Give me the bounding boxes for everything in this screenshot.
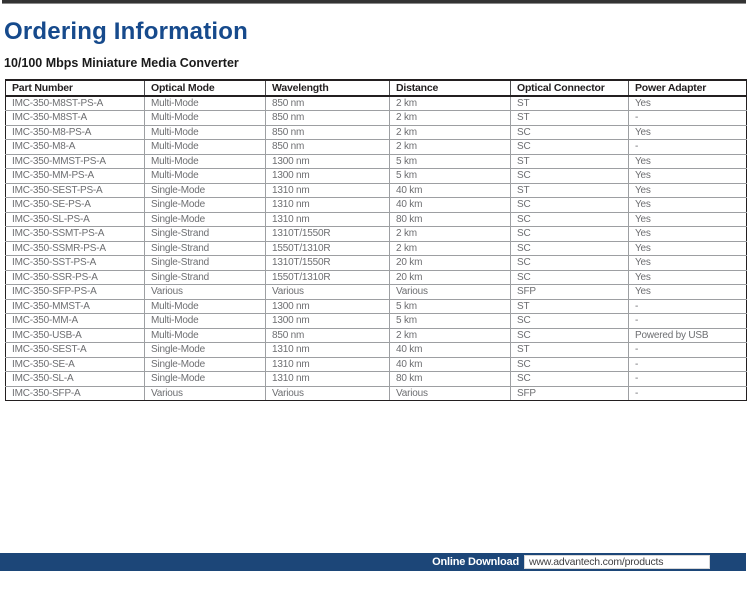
online-download-label: Online Download [432,556,519,568]
cell-optical-connector: ST [511,183,629,198]
cell-wavelength: 1310 nm [266,343,390,358]
table-header-row [6,80,747,96]
cell-wavelength: 1310T/1550R [266,227,390,242]
table-row [6,169,747,184]
cell-power-adapter: Yes [629,198,747,213]
cell-part-number: IMC-350-SSMT-PS-A [6,227,145,242]
column-header-optical-connector: Optical Connector [511,80,629,96]
cell-distance: 80 km [390,212,511,227]
cell-optical-mode: Single-Mode [145,198,266,213]
table-row [6,386,747,401]
cell-optical-mode: Single-Mode [145,212,266,227]
table-row [6,154,747,169]
table-body [6,96,747,401]
table-row [6,357,747,372]
cell-optical-connector: SC [511,125,629,140]
cell-part-number: IMC-350-SFP-A [6,386,145,401]
cell-power-adapter: Yes [629,241,747,256]
cell-distance: 2 km [390,241,511,256]
cell-optical-connector: SC [511,241,629,256]
cell-power-adapter: - [629,386,747,401]
cell-wavelength: 1310 nm [266,198,390,213]
cell-distance: 80 km [390,372,511,387]
cell-part-number: IMC-350-SE-PS-A [6,198,145,213]
cell-distance: 40 km [390,343,511,358]
table-row [6,227,747,242]
cell-distance: 2 km [390,140,511,155]
cell-power-adapter: Yes [629,270,747,285]
cell-power-adapter: - [629,357,747,372]
cell-optical-mode: Multi-Mode [145,140,266,155]
cell-power-adapter: Yes [629,169,747,184]
cell-wavelength: 1300 nm [266,169,390,184]
table-row [6,256,747,271]
online-download-bar [0,553,746,571]
column-header-distance: Distance [390,80,511,96]
page-title: Ordering Information [4,18,248,45]
cell-distance: 5 km [390,169,511,184]
cell-part-number: IMC-350-SEST-PS-A [6,183,145,198]
cell-power-adapter: Yes [629,125,747,140]
cell-wavelength: 1300 nm [266,154,390,169]
cell-optical-connector: SC [511,169,629,184]
cell-optical-connector: SC [511,314,629,329]
cell-optical-connector: ST [511,154,629,169]
cell-power-adapter: Powered by USB [629,328,747,343]
cell-wavelength: 850 nm [266,125,390,140]
download-url-box [524,555,710,569]
cell-power-adapter: - [629,299,747,314]
cell-power-adapter: - [629,140,747,155]
cell-optical-mode: Single-Strand [145,256,266,271]
cell-distance: 20 km [390,256,511,271]
table-row [6,125,747,140]
cell-optical-mode: Multi-Mode [145,169,266,184]
cell-power-adapter: - [629,111,747,126]
column-header-optical-mode: Optical Mode [145,80,266,96]
cell-part-number: IMC-350-SL-PS-A [6,212,145,227]
cell-part-number: IMC-350-M8-PS-A [6,125,145,140]
table-row [6,314,747,329]
column-header-wavelength: Wavelength [266,80,390,96]
cell-part-number: IMC-350-SST-PS-A [6,256,145,271]
cell-power-adapter: Yes [629,183,747,198]
cell-distance: 5 km [390,314,511,329]
cell-optical-mode: Single-Mode [145,357,266,372]
cell-optical-mode: Multi-Mode [145,125,266,140]
cell-wavelength: 1310 nm [266,372,390,387]
table-row [6,372,747,387]
table-row [6,241,747,256]
cell-optical-mode: Single-Mode [145,183,266,198]
column-header-part-number: Part Number [6,80,145,96]
cell-wavelength: 1550T/1310R [266,270,390,285]
cell-distance: 40 km [390,183,511,198]
cell-optical-mode: Single-Strand [145,241,266,256]
table-row [6,270,747,285]
column-header-power-adapter: Power Adapter [629,80,747,96]
cell-optical-connector: SC [511,357,629,372]
cell-part-number: IMC-350-USB-A [6,328,145,343]
cell-part-number: IMC-350-M8-A [6,140,145,155]
cell-optical-connector: SC [511,198,629,213]
cell-wavelength: Various [266,285,390,300]
cell-optical-mode: Single-Strand [145,227,266,242]
cell-distance: Various [390,386,511,401]
cell-wavelength: 850 nm [266,96,390,111]
cell-part-number: IMC-350-SE-A [6,357,145,372]
cell-optical-mode: Multi-Mode [145,154,266,169]
cell-distance: 2 km [390,125,511,140]
ordering-information-table [5,79,747,401]
cell-power-adapter: Yes [629,212,747,227]
cell-part-number: IMC-350-SEST-A [6,343,145,358]
cell-wavelength: 850 nm [266,328,390,343]
table-row [6,299,747,314]
cell-optical-connector: SC [511,270,629,285]
cell-optical-mode: Single-Strand [145,270,266,285]
cell-wavelength: 850 nm [266,111,390,126]
cell-distance: 40 km [390,357,511,372]
top-rule-divider [2,0,746,4]
cell-optical-connector: SFP [511,285,629,300]
cell-power-adapter: Yes [629,154,747,169]
cell-optical-connector: ST [511,343,629,358]
cell-optical-mode: Multi-Mode [145,96,266,111]
table-row [6,198,747,213]
table-row [6,183,747,198]
cell-wavelength: 1300 nm [266,314,390,329]
cell-distance: 5 km [390,299,511,314]
table-row [6,140,747,155]
cell-distance: 2 km [390,111,511,126]
table-row [6,96,747,111]
cell-part-number: IMC-350-MM-PS-A [6,169,145,184]
table-row [6,285,747,300]
cell-wavelength: 1310 nm [266,357,390,372]
cell-power-adapter: Yes [629,256,747,271]
cell-optical-mode: Single-Mode [145,372,266,387]
cell-wavelength: 1300 nm [266,299,390,314]
cell-power-adapter: Yes [629,227,747,242]
cell-optical-connector: SC [511,227,629,242]
cell-power-adapter: - [629,314,747,329]
cell-optical-mode: Various [145,386,266,401]
cell-distance: 2 km [390,328,511,343]
section-subtitle: 10/100 Mbps Miniature Media Converter [4,56,239,70]
cell-wavelength: 1310T/1550R [266,256,390,271]
cell-distance: 40 km [390,198,511,213]
cell-optical-connector: SC [511,212,629,227]
cell-optical-connector: ST [511,299,629,314]
cell-distance: 20 km [390,270,511,285]
cell-part-number: IMC-350-M8ST-A [6,111,145,126]
cell-power-adapter: - [629,372,747,387]
cell-power-adapter: - [629,343,747,358]
download-url-link[interactable]: www.advantech.com/products [529,556,664,568]
cell-part-number: IMC-350-MM-A [6,314,145,329]
cell-wavelength: Various [266,386,390,401]
cell-optical-connector: SC [511,372,629,387]
cell-part-number: IMC-350-MMST-PS-A [6,154,145,169]
cell-optical-mode: Multi-Mode [145,314,266,329]
cell-optical-connector: SC [511,140,629,155]
cell-part-number: IMC-350-M8ST-PS-A [6,96,145,111]
table-row [6,343,747,358]
cell-wavelength: 1310 nm [266,183,390,198]
table-row [6,328,747,343]
cell-optical-mode: Various [145,285,266,300]
cell-optical-mode: Multi-Mode [145,299,266,314]
cell-part-number: IMC-350-SSMR-PS-A [6,241,145,256]
cell-part-number: IMC-350-SFP-PS-A [6,285,145,300]
cell-optical-mode: Multi-Mode [145,111,266,126]
cell-part-number: IMC-350-MMST-A [6,299,145,314]
cell-optical-mode: Single-Mode [145,343,266,358]
cell-power-adapter: Yes [629,96,747,111]
cell-part-number: IMC-350-SSR-PS-A [6,270,145,285]
cell-wavelength: 1310 nm [266,212,390,227]
cell-optical-mode: Multi-Mode [145,328,266,343]
table-row [6,212,747,227]
cell-distance: Various [390,285,511,300]
cell-optical-connector: ST [511,96,629,111]
cell-optical-connector: SFP [511,386,629,401]
cell-distance: 2 km [390,227,511,242]
cell-distance: 5 km [390,154,511,169]
cell-wavelength: 1550T/1310R [266,241,390,256]
cell-wavelength: 850 nm [266,140,390,155]
cell-part-number: IMC-350-SL-A [6,372,145,387]
cell-optical-connector: SC [511,256,629,271]
cell-distance: 2 km [390,96,511,111]
table-row [6,111,747,126]
cell-power-adapter: Yes [629,285,747,300]
cell-optical-connector: ST [511,111,629,126]
cell-optical-connector: SC [511,328,629,343]
